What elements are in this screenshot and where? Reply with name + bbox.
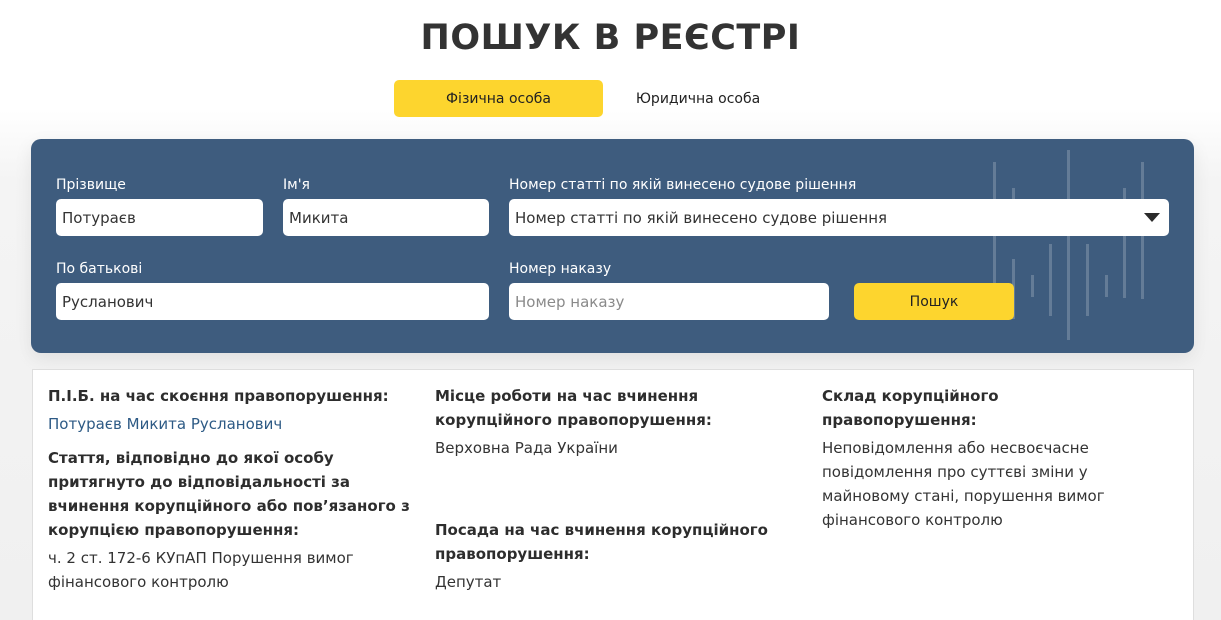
result-card bbox=[32, 369, 1194, 620]
result-column-3 bbox=[822, 384, 1152, 532]
tab-legal-entity[interactable]: Юридична особа bbox=[635, 90, 761, 107]
surname-input[interactable]: Потураєв bbox=[56, 199, 263, 236]
result-column-1 bbox=[48, 384, 413, 594]
order-number-label: Номер наказу bbox=[509, 261, 612, 277]
surname-label: Прізвище bbox=[56, 177, 126, 193]
search-button[interactable]: Пошук bbox=[854, 283, 1014, 320]
first-name-input[interactable]: Микита bbox=[283, 199, 489, 236]
name-label: П.І.Б. на час скоєння правопорушення: bbox=[48, 387, 389, 405]
position-value: Депутат bbox=[435, 573, 502, 591]
patronymic-input[interactable]: Русланович bbox=[56, 283, 489, 320]
position-label: Посада на час вчинення корупційного правопорушення: bbox=[435, 521, 768, 563]
article-result-label: Стаття, відповідно до якої особу притягнуто до відповідальності за вчинення корупційного або пов’язаного з корупцією правопорушення: bbox=[48, 449, 410, 539]
search-panel bbox=[31, 139, 1194, 353]
article-select-value: Номер статті по якій винесено судове рішення bbox=[515, 208, 888, 227]
offense-label: Склад корупційного правопорушення: bbox=[822, 387, 999, 429]
patronymic-label: По батькові bbox=[56, 261, 143, 277]
person-name-link[interactable]: Потураєв Микита Русланович bbox=[48, 415, 283, 433]
result-column-2 bbox=[435, 384, 805, 594]
article-result-value: ч. 2 ст. 172-6 КУпАП Порушення вимог фінансового контролю bbox=[48, 549, 354, 591]
article-select[interactable] bbox=[509, 199, 1169, 236]
offense-value: Неповідомлення або несвоєчасне повідомлення про суттєві зміни у майновому стані, порушення вимог фінансового контролю bbox=[822, 439, 1105, 529]
caret-down-icon bbox=[1144, 213, 1160, 222]
article-label: Номер статті по якій винесено судове рішення bbox=[509, 177, 857, 193]
workplace-value: Верховна Рада України bbox=[435, 439, 618, 457]
order-number-input[interactable]: Номер наказу bbox=[509, 283, 829, 320]
page-title: ПОШУК В РЕЄСТРІ bbox=[420, 18, 801, 58]
workplace-label: Місце роботи на час вчинення корупційного правопорушення: bbox=[435, 387, 712, 429]
tab-individual[interactable]: Фізична особа bbox=[394, 80, 603, 117]
person-type-tabs bbox=[394, 80, 793, 117]
first-name-label: Ім'я bbox=[283, 177, 310, 193]
